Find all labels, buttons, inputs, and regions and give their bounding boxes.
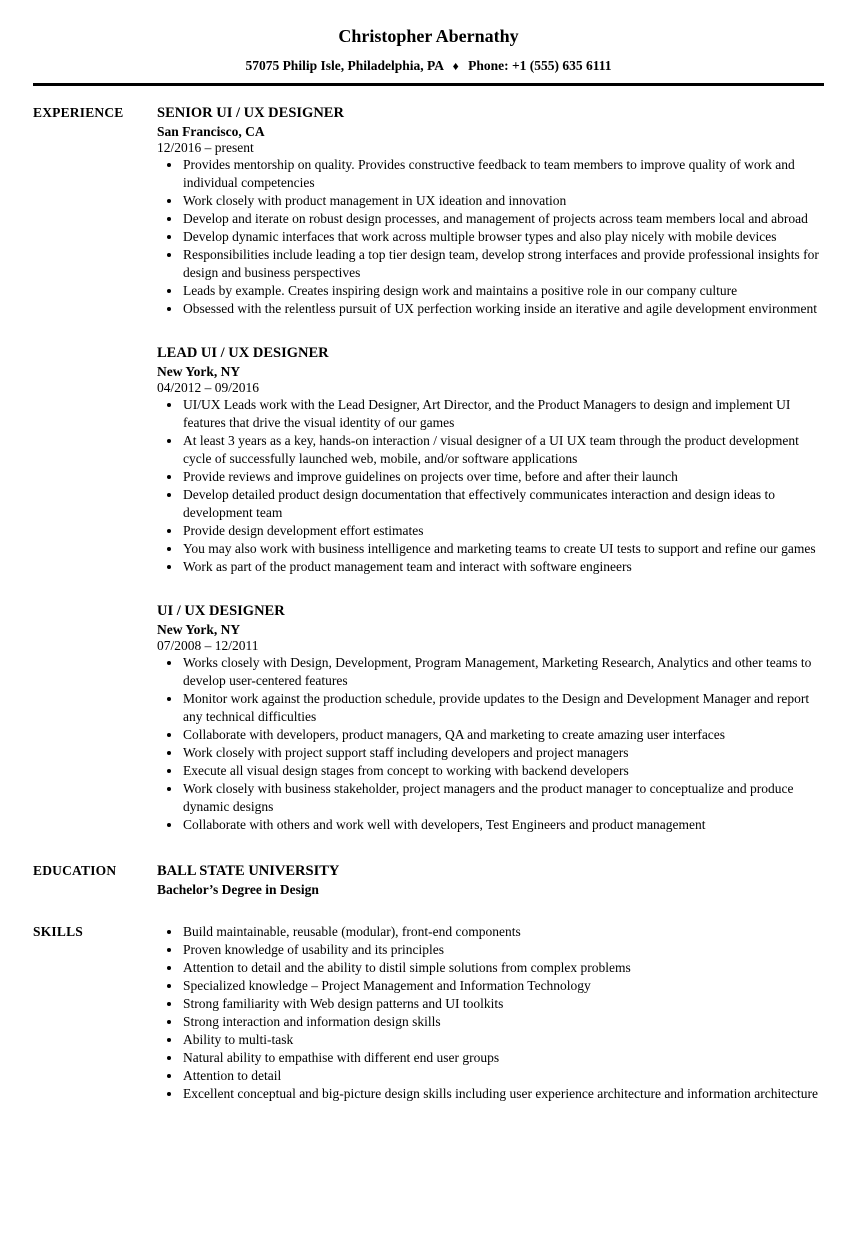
bullet-item: • UI/UX Leads work with the Lead Designer, Art Director, and the Product Managers to design and implement UI features that drive the visual identity of our games [182,396,824,432]
job-senior-ui-ux-designer [157,104,824,318]
job-location: San Francisco, CA [157,124,265,139]
job-bullet-list [157,396,824,576]
bullet-item: • Develop dynamic interfaces that work across multiple browser types and also play nicely with mobile devices [182,228,824,246]
job-dates: 07/2008 – 12/2011 [157,638,259,653]
job-bullet-list [157,156,824,318]
bullet-item: • Strong familiarity with Web design patterns and UI toolkits [182,995,824,1013]
bullet-item: • Build maintainable, reusable (modular), front-end components [182,923,824,941]
diamond-separator-icon: ♦ [452,59,459,73]
bullet-item: • Excellent conceptual and big-picture design skills including user experience architecture and information architecture [182,1085,824,1103]
section-label-skills: SKILLS [33,924,83,939]
bullet-item: • At least 3 years as a key, hands-on interaction / visual designer of a UI UX team through the product development cycle of successfully launched web, mobile, and/or software applications [182,432,824,468]
bullet-item: • Proven knowledge of usability and its principles [182,941,824,959]
skills-bullet-list [157,923,824,1103]
experience-section [33,104,824,834]
job-ui-ux-designer [157,602,824,834]
resume-header [33,26,824,86]
education-section [33,862,824,899]
header-divider [33,83,824,86]
job-location: New York, NY [157,622,241,637]
bullet-item: • Attention to detail [182,1067,824,1085]
education-school: BALL STATE UNIVERSITY [157,863,340,879]
bullet-item: • Obsessed with the relentless pursuit of UX perfection working inside an iterative and agile development environment [182,300,824,318]
job-dates: 12/2016 – present [157,140,254,155]
bullet-item: • Ability to multi-task [182,1031,824,1049]
bullet-item: • Work as part of the product management team and interact with software engineers [182,558,824,576]
bullet-item: • Strong interaction and information design skills [182,1013,824,1031]
bullet-item: • Provide design development effort estimates [182,522,824,540]
job-title: LEAD UI / UX DESIGNER [157,345,329,361]
bullet-item: • Works closely with Design, Development, Program Management, Marketing Research, Analytics and other teams to develop user-centered features [182,654,824,690]
contact-line [33,58,824,74]
skills-section [33,923,824,1103]
job-dates: 04/2012 – 09/2016 [157,380,260,395]
bullet-item: • Collaborate with developers, product managers, QA and marketing to create amazing user interfaces [182,726,824,744]
section-label-experience: EXPERIENCE [33,105,124,120]
phone-text: Phone: +1 (555) 635 6111 [468,58,612,73]
bullet-item: • Work closely with business stakeholder, project managers and the product manager to conceptualize and produce dynamic designs [182,780,824,816]
education-degree: Bachelor’s Degree in Design [157,882,319,897]
bullet-item: • Execute all visual design stages from concept to working with backend developers [182,762,824,780]
job-bullet-list [157,654,824,834]
bullet-item: • Collaborate with others and work well with developers, Test Engineers and product management [182,816,824,834]
bullet-item: • Specialized knowledge – Project Management and Information Technology [182,977,824,995]
job-title: SENIOR UI / UX DESIGNER [157,105,344,121]
bullet-item: • Responsibilities include leading a top tier design team, develop strong interfaces and provide professional insights for design and business perspectives [182,246,824,282]
skills-content [157,923,824,1103]
education-content [157,862,824,899]
bullet-item: • Natural ability to empathise with different end user groups [182,1049,824,1067]
experience-content [157,104,824,834]
candidate-name: Christopher Abernathy [338,26,519,46]
bullet-item: • Provide reviews and improve guidelines on projects over time, before and after their launch [182,468,824,486]
bullet-item: • Work closely with product management in UX ideation and innovation [182,192,824,210]
bullet-item: • Develop and iterate on robust design processes, and management of projects across team members local and abroad [182,210,824,228]
address-text: 57075 Philip Isle, Philadelphia, PA [245,58,444,73]
section-label-education: EDUCATION [33,863,117,878]
bullet-item: • Leads by example. Creates inspiring design work and maintains a positive role in our company culture [182,282,824,300]
job-title: UI / UX DESIGNER [157,603,285,619]
bullet-item: • Develop detailed product design documentation that effectively communicates interaction and design ideas to development team [182,486,824,522]
job-location: New York, NY [157,364,241,379]
bullet-item: • Attention to detail and the ability to distil simple solutions from complex problems [182,959,824,977]
job-lead-ui-ux-designer [157,344,824,576]
bullet-item: • Work closely with project support staff including developers and project managers [182,744,824,762]
bullet-item: • You may also work with business intelligence and marketing teams to create UI tests to support and refine our games [182,540,824,558]
bullet-item: • Monitor work against the production schedule, provide updates to the Design and Development Manager and report any technical difficulties [182,690,824,726]
bullet-item: • Provides mentorship on quality. Provides constructive feedback to team members to improve quality of work and individual competencies [182,156,824,192]
